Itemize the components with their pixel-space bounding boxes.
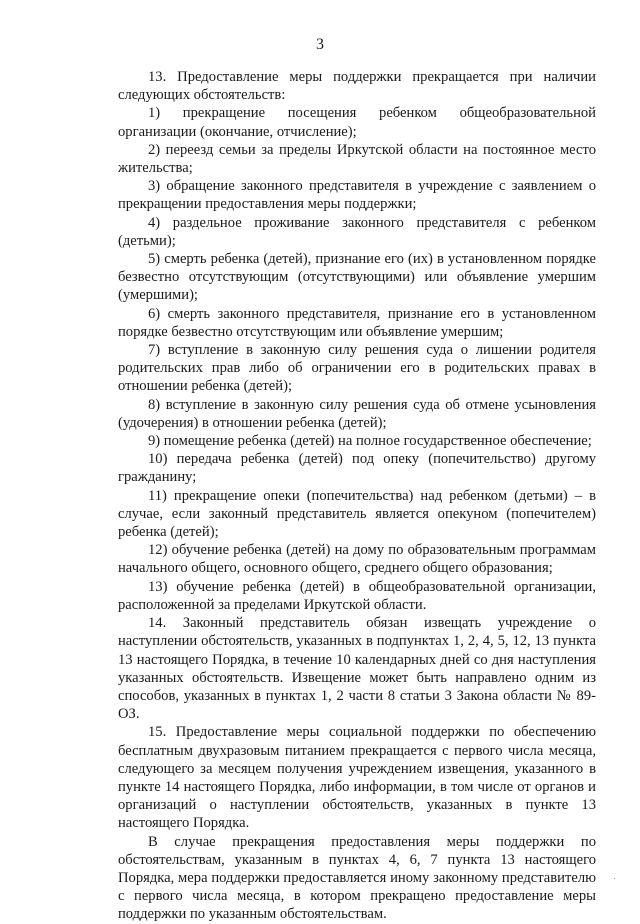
paragraph-15: 15. Предоставление меры социальной поддержки по обеспечению бесплатным двухразовым питанием прекращается с первого числа месяца, следующего за месяцем получения учреждением извещения, указанного в пункте 14 настоящего Порядка, либо информации, в том числе от органов и организаций о наступлении обстоятельств, указанных в пункте 13 настоящего Порядка. [118, 724, 596, 832]
list-item-3: 3) обращение законного представителя в учреждение с заявлением о прекращении предоставления меры поддержки; [118, 178, 596, 213]
document-body [118, 68, 596, 924]
list-item-1: 1) прекращение посещения ребенком общеобразовательной организации (окончание, отчисление); [118, 105, 596, 140]
list-item-10: 10) передача ребенка (детей) под опеку (попечительство) другому гражданину; [118, 451, 596, 486]
scan-speck [614, 878, 615, 879]
list-item-9: 9) помещение ребенка (детей) на полное государственное обеспечение; [148, 433, 592, 450]
list-item-5: 5) смерть ребенка (детей), признание его (их) в установленном порядке безвестно отсутствующим (отсутствующими) или объявление умершим (умершими); [118, 251, 596, 304]
list-item-2: 2) переезд семьи за пределы Иркутской области на постоянное место жительства; [118, 141, 596, 177]
list-item-13: 13) обучение ребенка (детей) в общеобразовательной организации, расположенной за пределами Иркутской области. [118, 578, 596, 613]
list-item-6: 6) смерть законного представителя, признание его в установленном порядке безвестно отсутствующим или объявление умершим; [118, 305, 596, 340]
list-item-8: 8) вступление в законную силу решения суда об отмене усыновления (удочерения) в отношении ребенка (детей); [118, 396, 596, 431]
page-number: 3 [316, 36, 324, 53]
paragraph-14: 14. Законный представитель обязан извещать учреждение о наступлении обстоятельств, указанных в подпунктах 1, 2, 4, 5, 12, 13 пункта 13 настоящего Порядка, в течение 10 календарных дней со дня наступления указанных обстоятельств. Извещение может быть направлено одним из способов, указанных в пунктах 1, 2 части 8 статьи 3 Закона области № 89-ОЗ. [118, 615, 596, 723]
list-item-12: 12) обучение ребенка (детей) на дому по образовательным программам начального общего, основного общего, среднего общего образования; [118, 542, 596, 577]
list-item-11: 11) прекращение опеки (попечительства) над ребенком (детьми) – в случае, если законный представитель является опекуном (попечителем) ребенка (детей); [118, 487, 596, 541]
paragraph-13-intro: 13. Предоставление меры поддержки прекращается при наличии следующих обстоятельств: [118, 69, 596, 104]
list-item-4: 4) раздельное проживание законного представителя с ребенком (детьми); [118, 214, 596, 249]
list-item-7: 7) вступление в законную силу решения суда о лишении родителя родительских прав либо об ограничении его в родительских правах в отношении ребенка (детей); [118, 342, 596, 395]
paragraph-15-continuation: В случае прекращения предоставления меры поддержки по обстоятельствам, указанным в пунктах 4, 6, 7 пункта 13 настоящего Порядка, мера поддержки предоставляется иному законному представителю с первого числа месяца, в котором прекращено предоставление меры поддержки по указанным обстоятельствам. [118, 833, 596, 923]
